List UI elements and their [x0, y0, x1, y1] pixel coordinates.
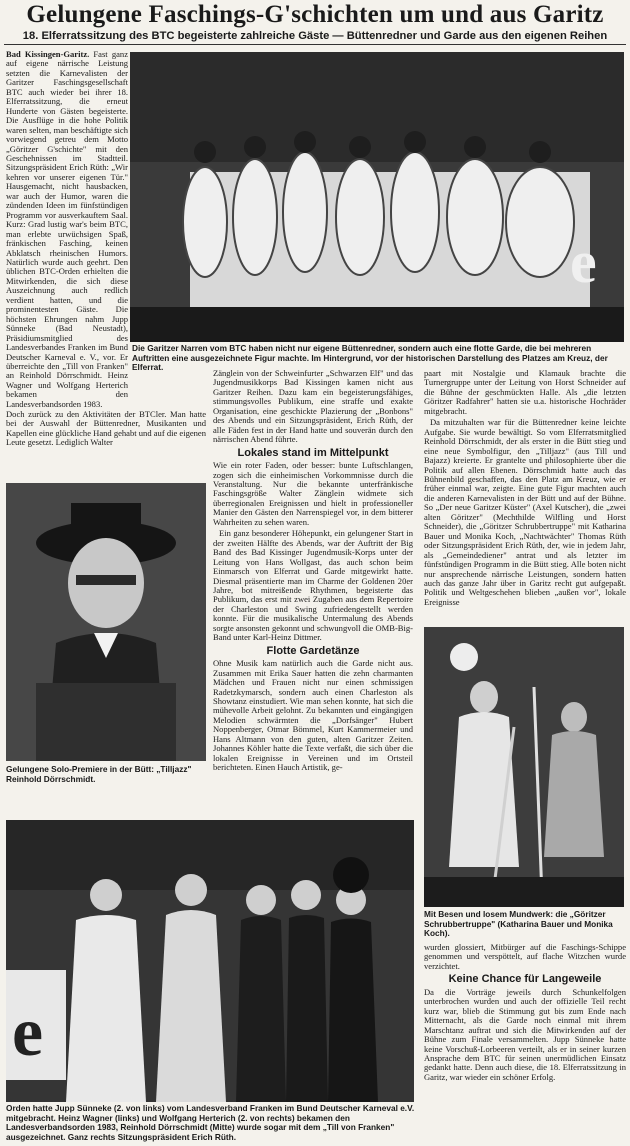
photo-tilljazz — [6, 483, 206, 761]
article-paragraph: Bad Kissingen-Garitz. Fast ganz auf eigene närrische Leistung setzten die Karnevalisten der Garitzer Faschingsgesellschaft BTC auch wieder bei ihrer 18. Elferratssitzung, die erneut Hunderte von Gästen begeisterte. Die Ausflüge in die hohe Politik waren selten, man beschäftigte sich vorwiegend getreu dem Motto „Göritzer G'schichte" mit den Geschehnissen im Stadtteil. Sitzungspräsident Erich Rüth: „Wir kehren vor unserer eigenen Tür." Hausgemacht, nicht hausbacken, war auch der Humor, waren die zündenden Ideen im fünfstündigen Programm vor ausverkauftem Saal. Kurz: Grad lustig war's beim BTC, man erlebte urwüchsigen Spaß, fränkischen Fasching, keinen Abklatsch rheinischen Humors. Natürlich wurde auch geehrt. Den üblichen BTC-Orden erhielten die Mitwirkenden, die sich diese Auszeichnung auch redlich verdient hatten, und die prominentesten Gäste. Die höchsten Ehrungen nahm Jupp Sünneke (Bad Neustadt), Präsidiumsmitglied des Landesverbandes Franken im Bund Deutscher Karneval e. V., vor. Er überreichte den „Till von Franken" an Reinhold Dörrschmidt. Heinz Wagner und Wolfgang Herterich bekamen den Landesverbandsorden 1983. — [6, 49, 128, 409]
article-paragraph: Ein ganz besonderer Höhepunkt, ein gelungener Start in der zweiten Hälfte des Abends, war der Auftritt der Big Band des Bad Kissinger Jugendmusik-Korps unter der Leitung von Hans Wollgast, das auch schon beim Einmarsch von Elferrat und Garde mitgewirkt hatte. Diesmal präsentierte man im Charme der Goldenen 20er Jahre, bot mitreißende Rhythmen, begeisterte das Publikum, das erst mit zwei Zugaben aus dem Repertoire der Charleston und Swing zufriedengestellt werden konnte. Für die musikalische Untermalung des Abends sorgte ansonsten gekonnt und schwungvoll die OMB-Big-Band unter Karl-Heinz Dittmer. — [213, 528, 413, 643]
subhead-lokales: Lokales stand im Mittelpunkt — [237, 446, 389, 459]
article-paragraph: wurden glossiert, Mitbürger auf die Faschings-Schippe genommen und verspöttelt, auf flache Witzchen wurde verzichtet. — [424, 942, 626, 971]
photo-garde-caption: Die Garitzer Narren vom BTC haben nicht nur eigene Büttenredner, sondern auch eine flotte Garde, die bei mehreren Auftritten eine ausgezeichnete Figur machte. Im Hintergrund, vor der historischen Darstellung des Platzes am Kreuz, der Elferrat. — [132, 343, 608, 372]
article-paragraph: Da mitzuhalten war für die Büttenredner keine leichte Aufgabe. Sie wurde bewältigt. So vom Elferratsmitglied Reinhold Dörrschmidt, der als erster in die Bütt stieg und eine neue Symbolfigur, den „Tilljazz" (aus Till und Bajazz) kreierte. Er grantelte und philosophierte über die Politik auf allen Ebenen. Dörrschmidt hatte auch das Bühnenbild geschaffen, das den Platz am Kreuz, wie er früher einmal war, zeigte. Eine gute Figur machten auch die anderen Karnevalisten in der Bütt und auf der Bühne. So „Der neue Garitzer Küster" (Axel Kutscher), die „zwei alten Göritzer" (Mechthilde Wilfling und Horst Schneider), die „Göritzer Schrubbertruppe" mit Katharina Bauer und Monika Koch, „Nachtwächter" Thomas Rüth oder Sitzungspräsident Erich Rüth, der, wie in jedem Jahr, als „Gemeindediener" antrat und als letzter im fünfstündigen Programm in die Bütt stieg. Alle boten nicht nur ansprechende närrische Leistungen, sondern hatten auch das ganze Jahr über in Garitz recht gut aufgepaßt. Politik und Weltgeschehen blieben „außen vor", lokale Ereignisse — [424, 417, 626, 607]
headline: Gelungene Faschings-G'schichten um und aus Garitz — [26, 1, 604, 28]
article-paragraph: Da die Vorträge jeweils durch Schunkelfolgen unterbrochen wurden und auch der offizielle Teil recht kurz war, blieb die Stimmung gut bis zum Ende nach Mitternacht, als die Garde noch einmal mit ihrem Marschtanz auftrat und sich die Mitwirkenden auf der Bühne zum Finale versammelten. Jupp Sünneke hatte keine Vorschuß-Lorbeeren verteilt, als er in seiner kurzen Ansprache dem BTC für seinen unermüdlichen Einsatz gedankt hatte. Denn auch diese, die 18. Elferratssitzung in Garitz, war wieder ein schöner Erfolg. — [424, 986, 626, 1082]
subhead-langeweile: Keine Chance für Langeweile — [448, 973, 602, 986]
dateline: Bad Kissingen-Garitz. — [6, 49, 90, 59]
middle-column-text — [213, 369, 413, 812]
right-column-text-lower — [424, 943, 626, 1143]
left-column-text-lower — [6, 410, 206, 480]
subhead-garde: Flotte Gardetänze — [266, 644, 360, 657]
photo-orden — [6, 820, 414, 1102]
photo-orden-caption: Orden hatte Jupp Sünneke (2. von links) vom Landesverband Franken im Bund Deutscher Karneval e.V. mitgebracht. Heinz Wagner (links) und Wolfgang Herterich (2. von rechts) bekamen den Landesverbandsorden 1983, Reinhold Dörrschmidt (Mitte) wurde sogar mit dem „Till von Franken" ausgezeichnet. Ganz rechts Sitzungspräsident Erich Rüth. — [6, 1103, 415, 1142]
headline-rule — [4, 44, 626, 45]
svg-text:e: e — [12, 994, 44, 1071]
article-paragraph: Zänglein von der Schweinfurter „Schwarzen Elf" und das Jugendmusikkorps Bad Kissingen kamen nicht aus Garitzer Reihen. Dazu kam ein begeisterungsfähiges, stimmungsvolles Publikum, eine straffe und exakte Organisation, eine geschickte Plazierung der „Bonbons" des Abends und ein Sitzungspräsident, Erich Rüth, der alle Fäden fest in der Hand hatte und souverän durch den närrischen Abend führte. — [213, 368, 413, 445]
article-paragraph: Ohne Musik kam natürlich auch die Garde nicht aus. Zusammen mit Erika Sauer hatten die zehn charmanten Mädchen und Frauen nicht nur einen schmissigen Radetzkymarsch, sondern auch einen Charleston als Showtanz einstudiert. Wie man sehen konnte, hat sich die mühevolle Arbeit gelohnt. Zu bekannten und eingängigen Melodien schwärmten die „Dorfsänger" Hubert Noppenberger, Otmar Bömmel, Kurt Kammermeier und Hans Altmann von den guten, alten Garitzer Zeiten. Johannes Köhler hatte die Texte verfaßt, die sich über die lokalen Ereignisse in Vereinen und im Ortsteil berichteten. Einen Hauch Artistik, ge- — [213, 658, 413, 773]
svg-text:e: e — [570, 229, 597, 295]
article-paragraph: Wie ein roter Faden, oder besser: bunte Luftschlangen, zogen sich die einheimischen Vorkommnisse durch die Veranstaltung. Nur die bekannte unterfränkische Faschingsgröße Walter Zänglein widmete sich überregionalen Ereignissen und hielt in professioneller Manier den Gästen den Narrenspiegel vor, in dem bitterer Wahrheiten zu sehen waren. — [213, 460, 413, 527]
article-paragraph: paart mit Nostalgie und Klamauk brachte die Turnergruppe unter der Leitung von Horst Schneider auf die Bühne der geschmückten Halle. Als „die letzten Göritzer Radfahrer" hatten sie u.a. historische Hochräder mitgebracht. — [424, 368, 626, 416]
photo-schrubbertruppe — [424, 627, 624, 907]
right-column-text — [424, 369, 626, 623]
subheadline: 18. Elferratssitzung des BTC begeisterte zahlreiche Gäste — Büttenredner und Garde aus den eigenen Reihen — [22, 30, 608, 42]
photo-tilljazz-caption: Gelungene Solo-Premiere in der Bütt: „Tilljazz" Reinhold Dörrschmidt. — [6, 764, 192, 784]
photo-garde — [130, 52, 624, 342]
article-paragraph: Doch zurück zu den Aktivitäten der BTCler. Man hatte bei der Auswahl der Büttenredner, Musikanten und Kapellen eine glückliche Hand gehabt und auf die eigenen Leute gesetzt. Lediglich Walter — [6, 409, 206, 448]
photo-schrubbertruppe-caption: Mit Besen und losem Mundwerk: die „Göritzer Schrubbertruppe" (Katharina Bauer und Monika Koch). — [424, 909, 613, 938]
left-column-text — [6, 49, 128, 409]
